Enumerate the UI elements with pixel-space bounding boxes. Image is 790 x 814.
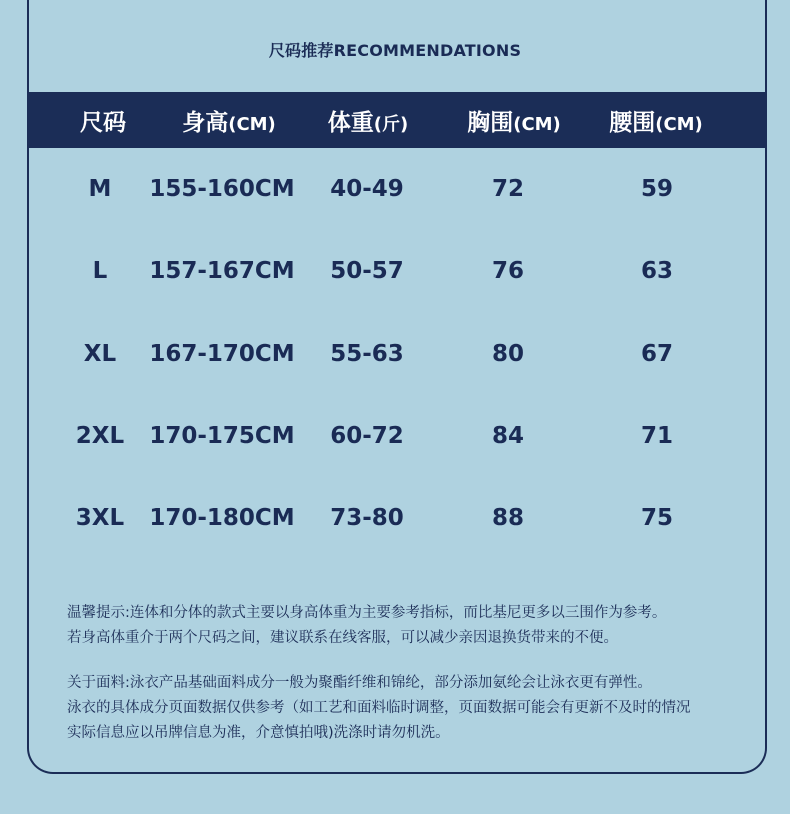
fabric-line-2: 泳衣的具体成分页面数据仅供参考（如工艺和面料临时调整，页面数据可能会有更新不及时的情况: [67, 700, 691, 716]
cell-size: 2XL: [75, 423, 125, 449]
page-title: 尺码推荐RECOMMENDATIONS: [268, 41, 522, 60]
cell-size: XL: [83, 341, 117, 367]
cell-chest: 76: [491, 258, 525, 284]
cell-chest: 80: [491, 341, 525, 367]
header-size-label: 尺码: [80, 110, 126, 136]
cell-chest: 72: [491, 176, 525, 202]
header-size: [80, 104, 126, 137]
cell-waist: 71: [640, 423, 674, 449]
cell-waist: 67: [640, 341, 674, 367]
header-height-unit: (CM): [228, 114, 276, 135]
cell-weight: 73-80: [330, 505, 404, 531]
cell-height: 170-180CM: [149, 505, 295, 531]
cell-waist: 63: [640, 258, 674, 284]
header-chest-unit: (CM): [513, 114, 561, 135]
notes-section: [67, 601, 757, 746]
cell-waist: 75: [640, 505, 674, 531]
cell-size: 3XL: [75, 505, 125, 531]
tip-line-1: 温馨提示:连体和分体的款式主要以身高体重为主要参考指标，而比基尼更多以三围作为参考。: [67, 605, 667, 621]
tip-line-2: 若身高体重介于两个尺码之间，建议联系在线客服，可以减少亲因退换货带来的不便。: [67, 630, 618, 646]
cell-height: 170-175CM: [149, 423, 295, 449]
cell-weight: 60-72: [330, 423, 404, 449]
header-weight-unit: (斤): [373, 114, 409, 135]
cell-height: 167-170CM: [149, 341, 295, 367]
header-waist-unit: (CM): [655, 114, 703, 135]
cell-size: M: [88, 176, 112, 202]
cell-weight: 50-57: [330, 258, 404, 284]
cell-weight: 55-63: [330, 341, 404, 367]
cell-waist: 59: [640, 176, 674, 202]
header-height: [182, 104, 276, 137]
cell-height: 157-167CM: [149, 258, 295, 284]
fabric-line-3: 实际信息应以吊牌信息为准，介意慎拍哦)洗涤时请勿机洗。: [67, 725, 450, 741]
header-weight-label: 体重: [327, 110, 374, 136]
fabric-line-1: 关于面料:泳衣产品基础面料成分一般为聚酯纤维和锦纶，部分添加氨纶会让泳衣更有弹性。: [67, 675, 652, 691]
cell-chest: 88: [491, 505, 525, 531]
cell-chest: 84: [491, 423, 525, 449]
header-chest-label: 胸围: [467, 110, 514, 136]
header-weight: [328, 104, 408, 137]
header-chest: [467, 104, 561, 137]
cell-height: 155-160CM: [149, 176, 295, 202]
header-height-label: 身高: [182, 110, 229, 136]
header-waist: [609, 104, 703, 137]
cell-size: L: [92, 258, 108, 284]
cell-weight: 40-49: [330, 176, 404, 202]
header-waist-label: 腰围: [609, 110, 656, 136]
